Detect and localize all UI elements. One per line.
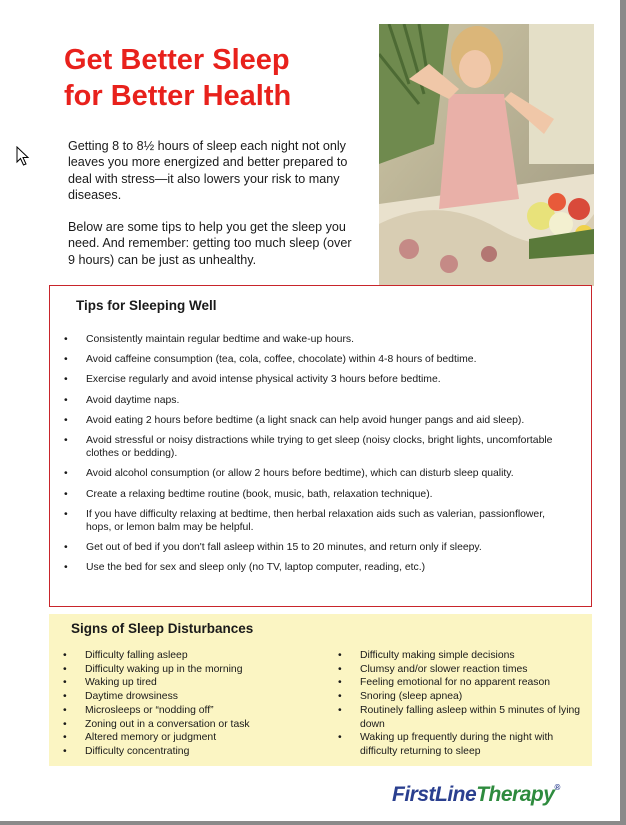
bullet: • bbox=[64, 542, 68, 554]
woman-stretching-photo bbox=[379, 24, 594, 286]
list-item bbox=[63, 704, 323, 718]
list-item bbox=[64, 414, 564, 427]
tip-text: Avoid eating 2 hours before bedtime (a light snack can help avoid hunger pangs and aid sleep). bbox=[86, 414, 525, 426]
list-item bbox=[64, 373, 564, 386]
bullet: • bbox=[64, 468, 68, 480]
tip-text: Create a relaxing bedtime routine (book, music, bath, relaxation technique). bbox=[86, 488, 433, 500]
bullet: • bbox=[63, 663, 67, 675]
bullet: • bbox=[338, 663, 342, 675]
sign-text: Zoning out in a conversation or task bbox=[85, 718, 250, 730]
list-item bbox=[63, 718, 323, 732]
sign-text: Routinely falling asleep within 5 minutes of lying down bbox=[360, 704, 581, 730]
sign-text: Snoring (sleep apnea) bbox=[360, 691, 463, 703]
bullet: • bbox=[63, 704, 67, 716]
list-item bbox=[338, 663, 583, 677]
list-item bbox=[63, 690, 323, 704]
list-item bbox=[64, 467, 564, 480]
list-item bbox=[64, 394, 564, 407]
tip-text: Avoid daytime naps. bbox=[86, 394, 180, 406]
bullet: • bbox=[64, 334, 68, 345]
tip-text: Avoid stressful or noisy distractions while trying to get sleep (noisy clocks, bright lights, uncomfortable clothes or bedding). bbox=[86, 435, 553, 460]
title-line-2: for Better Health bbox=[64, 80, 292, 112]
intro-paragraph-1: Getting 8 to 8½ hours of sleep each night not only leaves you more energized and better prepared to deal with stress—it also lowers your risk to many diseases. bbox=[68, 139, 348, 202]
bullet: • bbox=[63, 677, 67, 689]
list-item bbox=[64, 333, 564, 346]
tip-text: Get out of bed if you don't fall asleep within 15 to 20 minutes, and return only if sleepy. bbox=[86, 542, 482, 554]
list-item bbox=[64, 353, 564, 366]
list-item bbox=[64, 488, 564, 501]
bullet: • bbox=[64, 488, 68, 500]
sign-text: Daytime drowsiness bbox=[85, 691, 178, 703]
logo-part-1: FirstLine bbox=[392, 783, 477, 806]
bullet: • bbox=[338, 677, 342, 689]
tips-list bbox=[64, 333, 564, 582]
list-item bbox=[338, 649, 583, 663]
sign-text: Difficulty making simple decisions bbox=[360, 650, 515, 661]
tip-text: Avoid alcohol consumption (or allow 2 hours before bedtime), which can disturb sleep quality. bbox=[86, 468, 514, 480]
tips-box bbox=[49, 285, 592, 607]
sign-text: Clumsy and/or slower reaction times bbox=[360, 663, 528, 675]
window-right-border bbox=[620, 0, 626, 825]
bullet: • bbox=[338, 704, 342, 716]
sign-text: Difficulty concentrating bbox=[85, 745, 190, 757]
tip-text: Consistently maintain regular bedtime and wake-up hours. bbox=[86, 334, 354, 345]
sign-text: Altered memory or judgment bbox=[85, 732, 217, 744]
bullet: • bbox=[63, 718, 67, 730]
sign-text: Waking up frequently during the night with difficulty returning to sleep bbox=[360, 732, 554, 757]
sign-text: Feeling emotional for no apparent reason bbox=[360, 677, 551, 689]
logo-part-2: Therapy bbox=[476, 783, 555, 806]
bullet: • bbox=[64, 508, 68, 520]
bullet: • bbox=[64, 374, 68, 386]
list-item bbox=[64, 434, 564, 460]
signs-heading: Signs of Sleep Disturbances bbox=[71, 621, 254, 636]
window-bottom-border bbox=[0, 821, 626, 825]
sign-text: Difficulty waking up in the morning bbox=[85, 663, 243, 675]
signs-list-left bbox=[63, 649, 323, 759]
sign-text: Waking up tired bbox=[85, 677, 157, 689]
tip-text: Use the bed for sex and sleep only (no TV, laptop computer, reading, etc.) bbox=[86, 562, 426, 574]
tip-text: If you have difficulty relaxing at bedtime, then herbal relaxation aids such as valerian, passionflower, hops, or lemon balm may be helpful. bbox=[86, 508, 545, 534]
mouse-pointer-icon bbox=[16, 146, 30, 166]
tips-heading: Tips for Sleeping Well bbox=[76, 298, 217, 313]
bullet: • bbox=[64, 562, 68, 574]
bullet: • bbox=[64, 414, 68, 426]
tip-text: Avoid caffeine consumption (tea, cola, coffee, chocolate) within 4-8 hours of bedtime. bbox=[86, 354, 477, 366]
page-title bbox=[64, 42, 291, 114]
bullet: • bbox=[63, 691, 67, 703]
bullet: • bbox=[64, 354, 68, 366]
title-line-1: Get Better Sleep bbox=[64, 44, 290, 76]
bullet: • bbox=[63, 732, 67, 744]
list-item bbox=[63, 676, 323, 690]
firstline-therapy-logo bbox=[392, 783, 560, 807]
list-item bbox=[63, 731, 323, 745]
sign-text: Difficulty falling asleep bbox=[85, 650, 188, 661]
bullet: • bbox=[338, 650, 342, 661]
list-item bbox=[63, 663, 323, 677]
signs-box bbox=[49, 614, 592, 766]
bullet: • bbox=[338, 732, 342, 744]
bullet: • bbox=[64, 435, 68, 447]
signs-list-right bbox=[338, 649, 583, 759]
list-item bbox=[64, 561, 564, 574]
bullet: • bbox=[63, 745, 67, 757]
list-item bbox=[338, 690, 583, 704]
list-item bbox=[63, 745, 323, 759]
sign-text: Microsleeps or “nodding off” bbox=[85, 704, 214, 716]
tip-text: Exercise regularly and avoid intense physical activity 3 hours before bedtime. bbox=[86, 374, 441, 386]
list-item bbox=[338, 704, 583, 731]
bullet: • bbox=[63, 650, 67, 661]
bullet: • bbox=[338, 691, 342, 703]
list-item bbox=[338, 676, 583, 690]
list-item bbox=[64, 508, 564, 534]
list-item bbox=[338, 731, 583, 758]
bullet: • bbox=[64, 394, 68, 406]
registered-mark: ® bbox=[554, 783, 560, 792]
list-item bbox=[64, 541, 564, 554]
intro-text bbox=[68, 138, 358, 284]
list-item bbox=[63, 649, 323, 663]
intro-paragraph-2: Below are some tips to help you get the sleep you need. And remember: getting too much sleep (over 9 hours) can be just as unhealthy. bbox=[68, 220, 352, 267]
